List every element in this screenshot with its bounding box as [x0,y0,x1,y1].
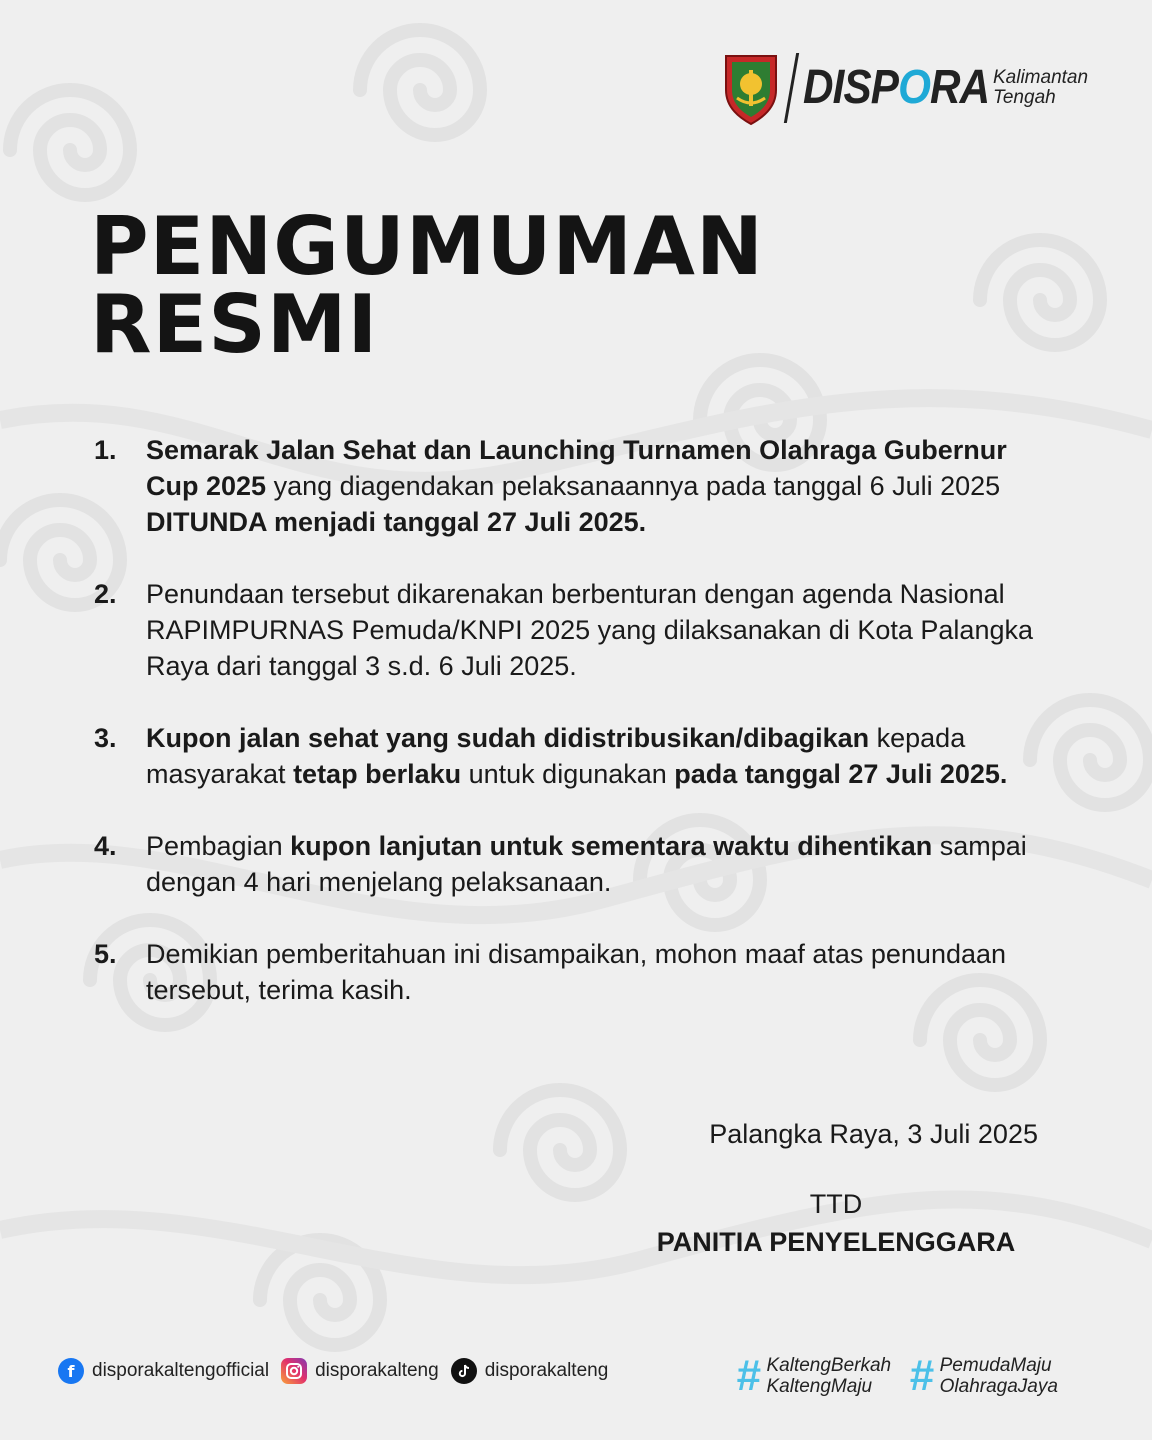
region-line1: Kalimantan [993,67,1089,88]
social-facebook[interactable] [58,1358,269,1384]
social-links [58,1358,620,1384]
list-item [94,936,1054,1008]
item-number: 3. [94,723,117,753]
hashtag-group-2 [909,1351,1058,1400]
kalteng-crest-icon [722,50,780,126]
item-text-regular: sampai dengan 4 hari menjelang pelaksanaan. [146,831,1027,897]
region-line2: Tengah [993,87,1056,108]
region-label [993,68,1088,108]
hashtag-1-line2: KaltengMaju [766,1376,873,1397]
item-number: 1. [94,435,117,465]
item-text-regular: Pembagian [146,831,291,861]
item-text-bold: tetap berlaku [293,759,462,789]
facebook-icon: f [58,1358,84,1384]
hashtag-2-line2: OlahragaJaya [939,1376,1058,1397]
hashtag-2-line1: PemudaMaju [939,1355,1052,1376]
announcement-list [94,432,1054,1044]
item-text [146,936,1054,1008]
item-text-regular: Penundaan tersebut dikarenakan berbenturan dengan agenda Nasional RAPIMPURNAS Pemuda/KNPI 2025 yang dilaksanakan di Kota Palangka Raya dari tanggal 3 s.d. 6 Juli 2025. [146,579,1033,681]
item-number: 5. [94,939,117,969]
instagram-icon [281,1358,307,1384]
title-line1: PENGUMUMAN [90,200,764,293]
hashtag-1-line1: KaltengBerkah [766,1355,892,1376]
hashtags [736,1351,1076,1400]
place-date: Palangka Raya, 3 Juli 2025 [709,1119,1038,1149]
item-text-bold: pada tanggal 27 Juli 2025. [674,759,1008,789]
item-text [146,576,1054,684]
item-number: 2. [94,579,117,609]
facebook-handle: disporakaltengofficial [92,1360,270,1381]
dispora-wordmark: DISPORA [803,61,990,114]
item-text-regular: kepada masyarakat [146,723,966,789]
hashtag-icon: # [736,1351,761,1400]
social-tiktok[interactable] [451,1358,609,1384]
logo-divider [784,53,799,123]
list-item [94,720,1054,792]
item-text-bold: kupon lanjutan untuk sementara waktu dihentikan [290,831,933,861]
item-text-regular: untuk digunakan [461,759,675,789]
item-text [146,432,1054,540]
title-line2: RESMI [90,278,379,371]
item-text-bold: Kupon jalan sehat yang sudah didistribusikan/dibagikan [146,723,870,753]
page-title [90,200,764,371]
dispora-logo [722,50,1088,126]
hashtag-icon: # [909,1351,934,1400]
item-text-bold: DITUNDA menjadi tanggal 27 Juli 2025. [146,507,647,537]
social-instagram[interactable] [281,1358,439,1384]
item-text [146,828,1054,900]
list-item [94,432,1054,540]
instagram-handle: disporakalteng [315,1360,439,1381]
tiktok-handle: disporakalteng [484,1360,609,1381]
item-number: 4. [94,831,117,861]
item-text-regular: yang diagendakan pelaksanaannya pada tanggal 6 Juli 2025 [266,471,1001,501]
item-text-bold: Semarak Jalan Sehat dan Launching Turnamen Olahraga Gubernur Cup 2025 [146,435,1007,501]
tiktok-icon [451,1358,477,1384]
item-text [146,720,1054,792]
item-text-regular: Demikian pemberitahuan ini disampaikan, mohon maaf atas penundaan tersebut, terima kasih. [146,939,1007,1005]
list-item [94,576,1054,684]
signer-name: PANITIA PENYELENGGARA [656,1227,1016,1257]
hashtag-group-1 [736,1351,892,1400]
ttd-label: TTD [809,1189,863,1219]
list-item [94,828,1054,900]
